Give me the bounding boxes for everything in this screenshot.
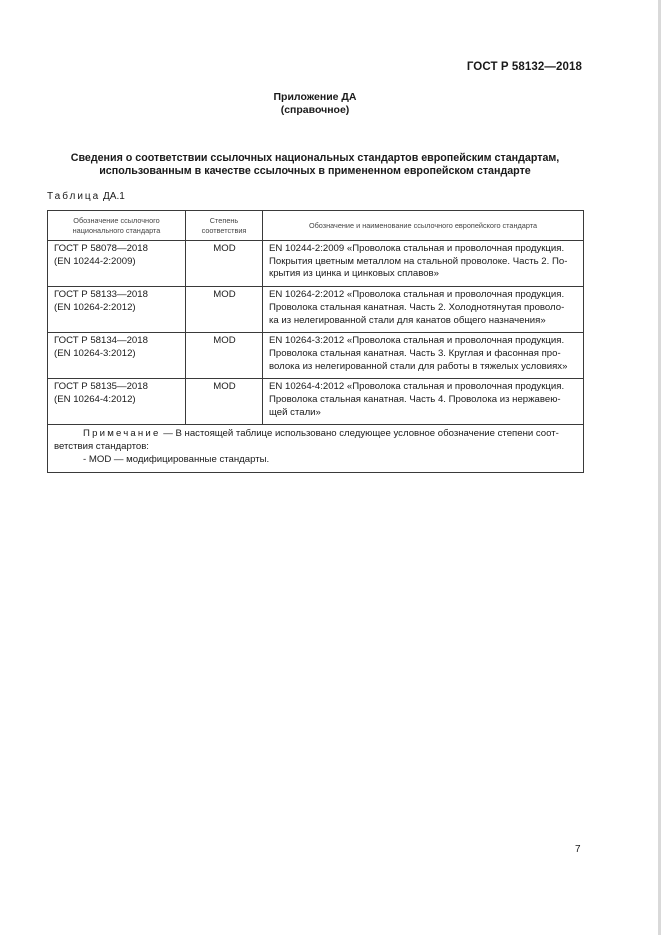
cell-national bbox=[48, 241, 186, 287]
table-caption-id: ДА.1 bbox=[103, 191, 125, 202]
european-ref: (EN 10264-2:2012) bbox=[54, 301, 136, 313]
european-text-line: волока из нелегированной стали для работы в тяжелых условиях» bbox=[269, 360, 568, 372]
cell-national bbox=[48, 379, 186, 425]
table-note-row bbox=[48, 425, 584, 472]
european-text-line: EN 10264-2:2012 «Проволока стальная и проволочная продукция. bbox=[269, 289, 565, 301]
cell-degree: MOD bbox=[186, 379, 263, 425]
european-text-line: EN 10244-2:2009 «Проволока стальная и проволочная продукция. bbox=[269, 243, 565, 254]
annex-heading bbox=[0, 91, 630, 117]
national-code: ГОСТ Р 58135—2018 bbox=[54, 381, 148, 393]
national-code: ГОСТ Р 58078—2018 bbox=[54, 243, 148, 254]
document-code: ГОСТ Р 58132—2018 bbox=[466, 61, 582, 73]
annex-title: Приложение ДА bbox=[273, 91, 357, 103]
table-header-row bbox=[48, 211, 584, 241]
section-title-line1: Сведения о соответствии ссылочных национальных стандартов европейским стандартам, bbox=[70, 152, 560, 164]
table-note bbox=[48, 425, 584, 472]
european-text-line: щей стали» bbox=[269, 406, 321, 418]
note-text: — В настоящей таблице использовано следующее условное обозначение степени соот- bbox=[160, 428, 559, 440]
header-degree-line2: соответствия bbox=[201, 226, 247, 235]
table-caption-word: Таблица bbox=[47, 191, 101, 202]
annex-subtitle: (справочное) bbox=[280, 104, 350, 116]
cell-european bbox=[263, 241, 584, 287]
header-degree-line1: Степень bbox=[209, 216, 239, 225]
european-text-line: EN 10264-3:2012 «Проволока стальная и проволочная продукция. bbox=[269, 335, 565, 347]
page-number: 7 bbox=[575, 844, 581, 855]
header-national-line2: национального стандарта bbox=[72, 226, 161, 235]
european-ref: (EN 10244-2:2009) bbox=[54, 255, 136, 267]
cell-national bbox=[48, 287, 186, 333]
european-text-line: Покрытия цветным металлом на стальной проволоке. Часть 2. По- bbox=[269, 255, 568, 267]
cell-degree: MOD bbox=[186, 287, 263, 333]
header-european-standard: Обозначение и наименование ссылочного европейского стандарта bbox=[263, 211, 584, 241]
european-text-line: ка из нелегированной стали для канатов общего назначения» bbox=[269, 314, 546, 326]
note-line3: - MOD — модифицированные стандарты. bbox=[83, 453, 270, 465]
table-row bbox=[48, 287, 584, 333]
national-code: ГОСТ Р 58134—2018 bbox=[54, 335, 148, 347]
cell-degree: MOD bbox=[186, 241, 263, 287]
european-text-line: EN 10264-4:2012 «Проволока стальная и проволочная продукция. bbox=[269, 381, 565, 393]
header-national-standard bbox=[48, 211, 186, 241]
correspondence-table bbox=[47, 210, 584, 473]
table-row bbox=[48, 241, 584, 287]
table-caption bbox=[47, 191, 125, 202]
note-line2: ветствия стандартов: bbox=[54, 441, 149, 453]
european-text-line: Проволока стальная канатная. Часть 4. Проволока из нержавею- bbox=[269, 394, 561, 406]
european-ref: (EN 10264-4:2012) bbox=[54, 394, 136, 406]
table-row bbox=[48, 333, 584, 379]
section-title-line2: использованным в качестве ссылочных в примененном европейском стандарте bbox=[99, 165, 531, 177]
european-text-line: крытия из цинка и цинковых сплавов» bbox=[269, 268, 439, 280]
table-row bbox=[48, 379, 584, 425]
european-ref: (EN 10264-3:2012) bbox=[54, 347, 136, 359]
cell-european bbox=[263, 333, 584, 379]
note-line1 bbox=[54, 428, 577, 441]
cell-european bbox=[263, 379, 584, 425]
european-text-line: Проволока стальная канатная. Часть 3. Круглая и фасонная про- bbox=[269, 347, 561, 359]
national-code: ГОСТ Р 58133—2018 bbox=[54, 289, 148, 301]
cell-degree: MOD bbox=[186, 333, 263, 379]
note-label: Примечание bbox=[83, 428, 161, 440]
cell-national bbox=[48, 333, 186, 379]
header-degree bbox=[186, 211, 263, 241]
header-national-line1: Обозначение ссылочного bbox=[73, 216, 160, 225]
european-text-line: Проволока стальная канатная. Часть 2. Холоднотянутая проволо- bbox=[269, 301, 565, 313]
section-title bbox=[30, 152, 600, 178]
cell-european bbox=[263, 287, 584, 333]
